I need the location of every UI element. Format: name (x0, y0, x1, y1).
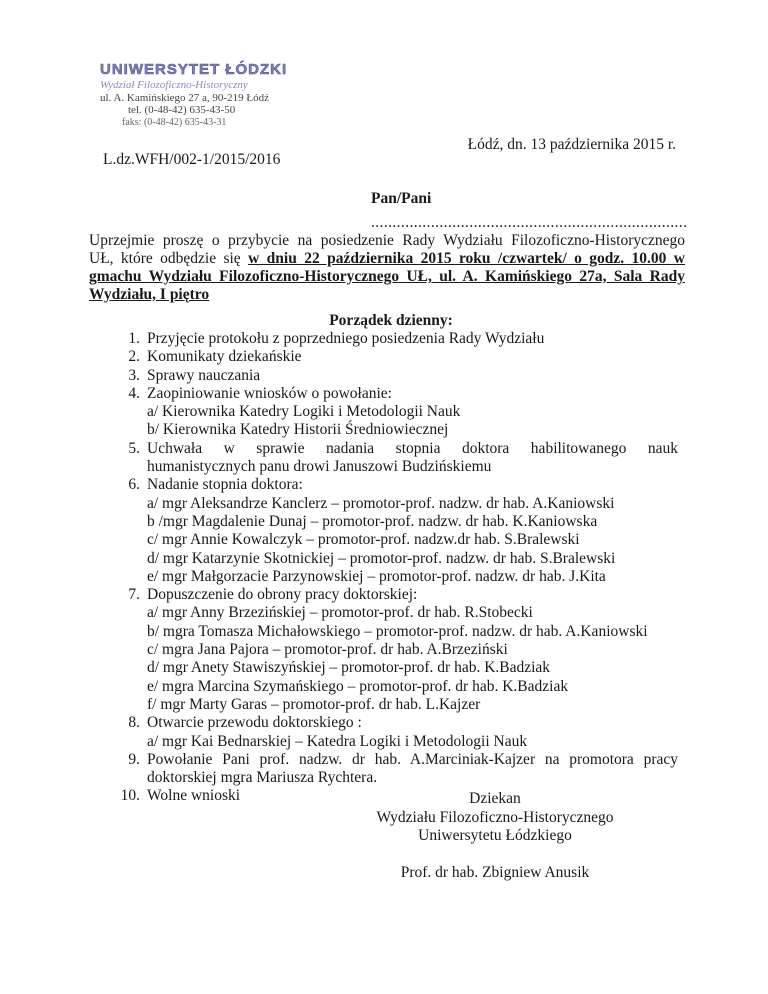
agenda-item-4: 4. Zaopiniowanie wniosków o powołanie: (128, 384, 392, 402)
agenda-item-3: 3. Sprawy nauczania (128, 366, 261, 384)
reference-number: L.dz.WFH/002-1/2015/2016 (103, 151, 281, 168)
agenda-subitem: b/ Kierownika Katedry Historii Średniowiecznej (147, 421, 449, 439)
agenda-subitem: a/ mgr Anny Brzezińskiej – promotor-prof. dr hab. R.Stobecki (147, 604, 533, 622)
agenda-heading: Porządek dzienny: (329, 312, 453, 329)
agenda-subitem: b/ mgra Tomasza Michałowskiego – promotor-prof. nadzw. dr hab. A.Kaniowski (147, 622, 648, 640)
letterhead-tel: tel. (0-48-42) 635-43-50 (128, 104, 236, 116)
meeting-location-floor: Wydziału, I piętro (89, 286, 210, 303)
agenda-item-7: 7. Dopuszczenie do obrony pracy doktorskiej: (128, 586, 418, 604)
letterhead (100, 62, 300, 128)
meeting-location: gmachu Wydziału Filozoficzno-Historycznego UŁ, ul. A. Kamińskiego 27a, Sala Rady (89, 268, 685, 285)
agenda-subitem: a/ Kierownika Katedry Logiki i Metodologii Nauk (147, 403, 461, 421)
agenda-subitem: e/ mgr Małgorzacie Parzynowskiej – promotor-prof. nadzw. dr hab. J.Kita (147, 567, 606, 585)
university-logo-text: UNIWERSYTET ŁÓDZKI (100, 61, 288, 78)
agenda-item-5: 5. Uchwała w sprawie nadania stopnia doktora habilitowanego nauk (128, 439, 678, 457)
agenda-subitem: d/ mgr Anety Stawiszyńskiej – promotor-prof. dr hab. K.Badziak (147, 659, 551, 677)
agenda-item-10: 10. Wolne wnioski (120, 787, 241, 805)
signature-name: Prof. dr hab. Zbigniew Anusik (400, 863, 590, 881)
signature-university: Uniwersytetu Łódzkiego (418, 827, 572, 844)
agenda-subitem: a/ mgr Aleksandrze Kanclerz – promotor-prof. nadzw. dr hab. A.Kaniowski (147, 494, 615, 512)
letter-date: Łódź, dn. 13 października 2015 r. (467, 136, 676, 153)
agenda-item-1: 1. Przyjęcie protokołu z poprzedniego posiedzenia Rady Wydziału (128, 330, 545, 347)
intro-line-2 (89, 250, 685, 268)
agenda-item-6: 6. Nadanie stopnia doktora: (128, 476, 303, 494)
letterhead-fax: faks: (0-48-42) 635-43-31 (122, 117, 227, 128)
agenda-subitem: c/ mgra Jana Pajora – promotor-prof. dr hab. A.Brzeziński (147, 641, 508, 659)
intro-line-2-plain: UŁ, które odbędzie się (89, 250, 249, 267)
addressee-blank-line: .......................................................................... (371, 214, 688, 231)
letterhead-address: ul. A. Kamińskiego 27 a, 90-219 Łódź (100, 92, 269, 104)
agenda-item-2: 2. Komunikaty dziekańskie (128, 348, 302, 366)
agenda-item-5-continued: humanistycznych panu drowi Januszowi Budzińskiemu (147, 458, 492, 476)
intro-line-1: Uprzejmie proszę o przybycie na posiedzenie Rady Wydziału Filozoficzno-Historycznego (89, 232, 685, 249)
agenda-list (118, 330, 678, 806)
agenda-subitem: e/ mgra Marcina Szymańskiego – promotor-prof. dr hab. K.Badziak (147, 677, 569, 695)
agenda-subitem: a/ mgr Kai Bednarskiej – Katedra Logiki i Metodologii Nauk (147, 732, 528, 750)
agenda-item-9: 9. Powołanie Pani prof. nadzw. dr hab. A.Marciniak-Kajzer na promotora pracy (128, 750, 678, 768)
addressee: Pan/Pani (371, 190, 432, 207)
meeting-date-time: w dniu 22 października 2015 roku /czwartek/ o godz. 10.00 w (248, 250, 685, 267)
agenda-item-9-continued: doktorskiej mgra Mariusza Rychtera. (147, 769, 378, 787)
signature-role: Dziekan (469, 790, 521, 807)
signature-block (340, 790, 650, 882)
agenda-subitem: c/ mgr Annie Kowalczyk – promotor-prof. nadzw.dr hab. S.Bralewski (147, 531, 580, 549)
agenda-subitem: b /mgr Magdalenie Dunaj – promotor-prof. nadzw. dr hab. K.Kaniowska (147, 512, 598, 530)
agenda-subitem: f/ mgr Marty Garas – promotor-prof. dr hab. L.Kajzer (147, 695, 481, 713)
agenda-item-8: 8. Otwarcie przewodu doktorskiego : (128, 714, 362, 732)
faculty-name: Wydział Filozoficzno-Historyczny (100, 79, 248, 91)
agenda-subitem: d/ mgr Katarzynie Skotnickiej – promotor-prof. nadzw. dr hab. S.Bralewski (147, 549, 616, 567)
invitation-paragraph (89, 232, 685, 286)
signature-faculty: Wydziału Filozoficzno-Historycznego (376, 808, 614, 826)
